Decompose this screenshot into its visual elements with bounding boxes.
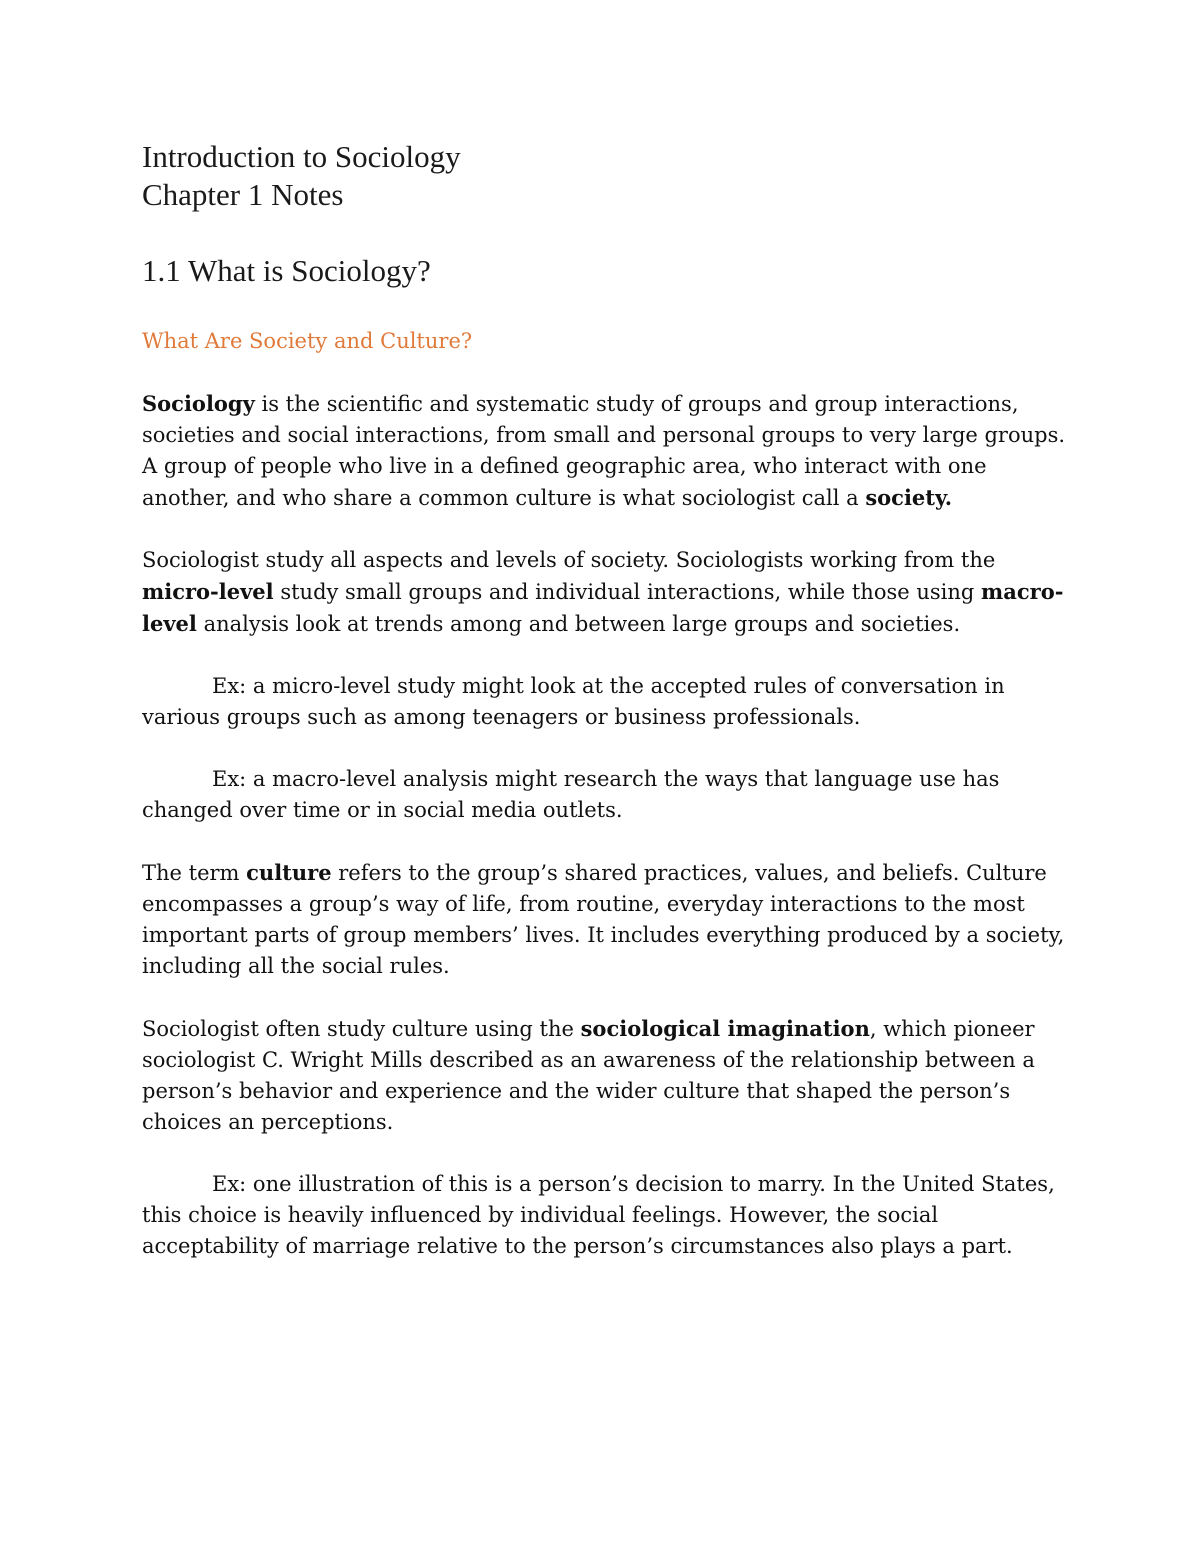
document-title: Introduction to Sociology (142, 139, 461, 174)
subheading: What Are Society and Culture? (142, 329, 473, 353)
section-heading: 1.1 What is Sociology? (142, 253, 431, 288)
paragraph-text: analysis look at trends among and between large groups and societies. (196, 612, 961, 636)
example-marriage: Ex: one illustration of this is a person’s decision to marry. In the United States, this choice is heavily influenced by individual feelings. However, the social acceptability of marriage relative to the person’s circumstances also plays a part. (142, 1172, 1055, 1258)
term-culture: culture (246, 860, 332, 885)
paragraph-text: Sociologist study all aspects and levels of society. Sociologists working from the (142, 548, 996, 572)
paragraph-text: study small groups and individual interactions, while those using (273, 580, 982, 604)
example-micro-level: Ex: a micro-level study might look at the accepted rules of conversation in various groups such as among teenagers or business professionals. (142, 674, 1005, 729)
document-subtitle: Chapter 1 Notes (142, 177, 344, 212)
example-macro-level: Ex: a macro-level analysis might research the ways that language use has changed over time or in social media outlets. (142, 767, 1000, 822)
paragraph-levels (142, 545, 1072, 640)
paragraph-text: The term (142, 861, 247, 885)
paragraph-text: refers to the group’s shared practices, values, and beliefs. Culture encompasses a group’s way of life, from routine, everyday interactions to the most important parts of group members’ lives. It includes everything produced by a society, including all the social rules. (142, 861, 1065, 978)
paragraph-sociology-definition (142, 388, 1072, 514)
paragraph-text: is the scientific and systematic study of groups and group interactions, societies and social interactions, from small and personal groups to very large groups. A group of people who live in a defined geographic area, who interact with one another, and who share a common culture is what sociologist call a (142, 392, 1066, 510)
document-page (142, 138, 1072, 1262)
paragraph-sociological-imagination (142, 1013, 1072, 1138)
term-macro-level: macro-level (142, 579, 1064, 636)
paragraph-culture (142, 857, 1072, 982)
term-society: society. (865, 485, 953, 510)
term-micro-level: micro-level (142, 579, 274, 604)
paragraph-text: Sociologist often study culture using the (142, 1017, 581, 1041)
term-sociological-imagination: sociological imagination (580, 1016, 870, 1041)
paragraph-text: , which pioneer sociologist C. Wright Mills described as an awareness of the relationship between a person’s behavior and experience and the wider culture that shaped the person’s choices an perceptions. (142, 1017, 1035, 1134)
title-block (142, 138, 1072, 214)
term-sociology: Sociology (142, 391, 255, 416)
